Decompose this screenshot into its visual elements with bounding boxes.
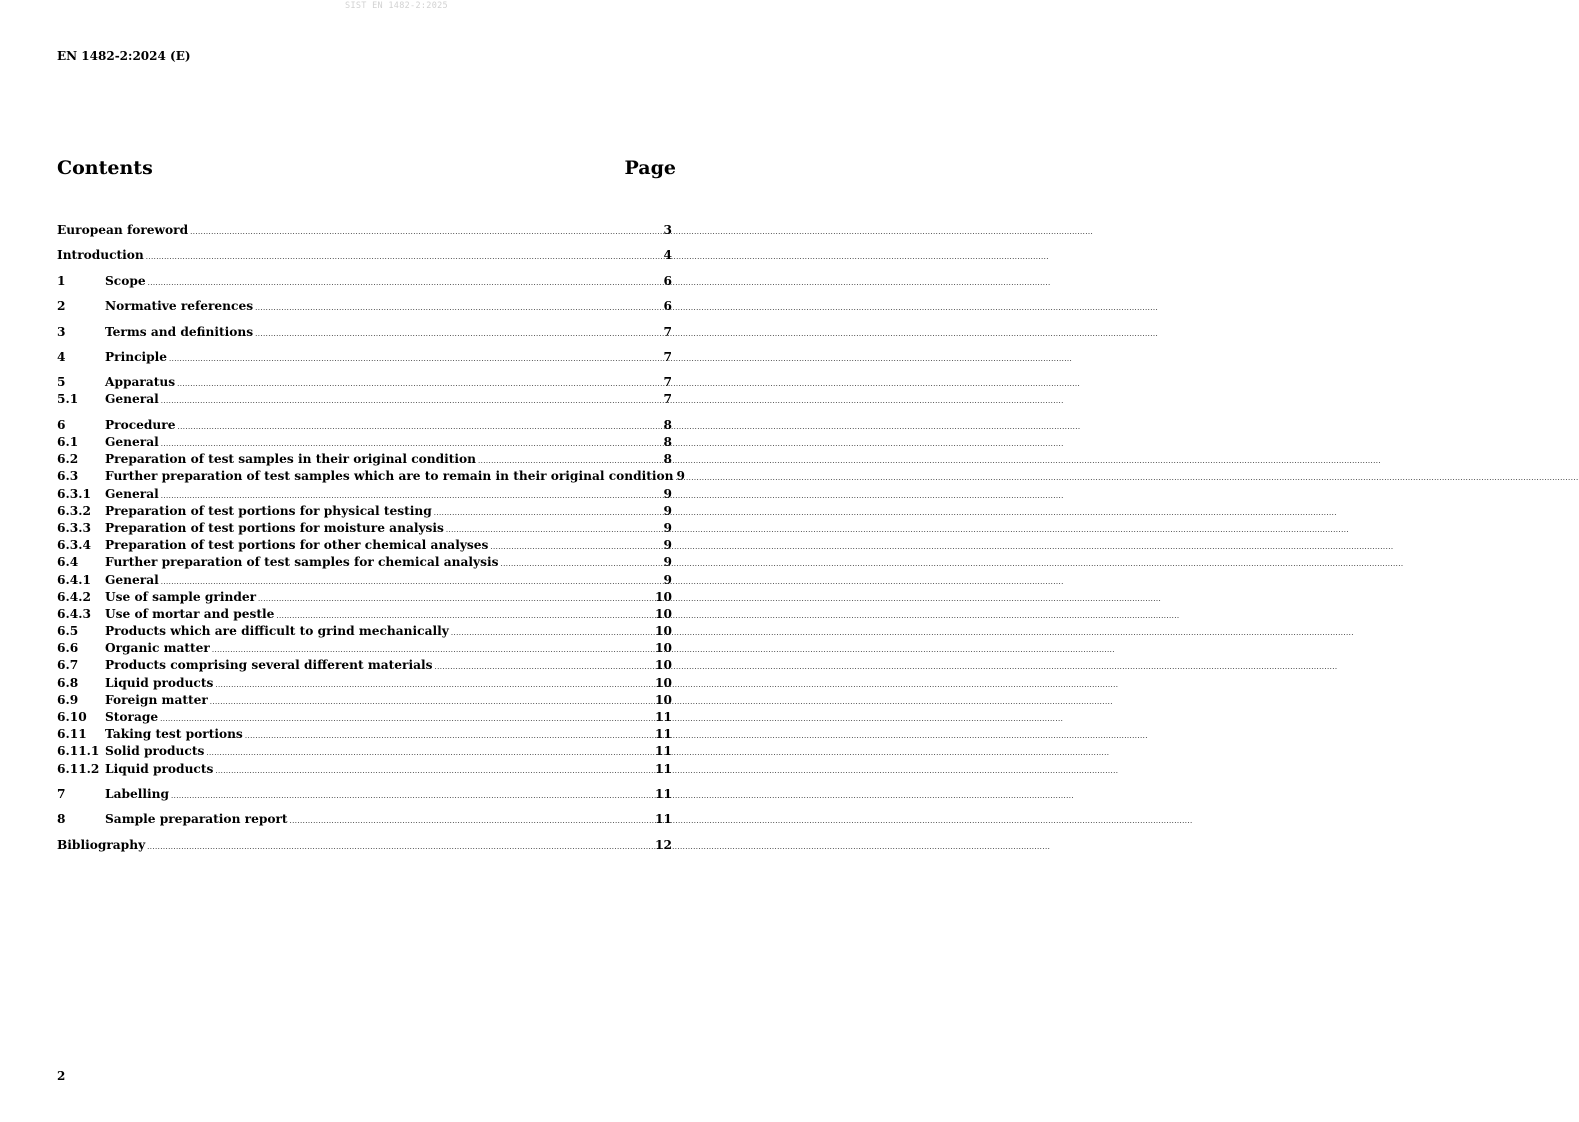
toc-entry-page: 12 bbox=[655, 837, 672, 852]
toc-entry-number: 5.1 bbox=[57, 392, 79, 407]
leader-dots bbox=[146, 249, 663, 266]
toc-entry-number: 6.5 bbox=[57, 624, 79, 639]
document-id: EN 1482-2:2024 (E) bbox=[57, 49, 191, 63]
toc-entry-label: Apparatus bbox=[105, 375, 176, 390]
page-number: 2 bbox=[57, 1069, 66, 1083]
toc-entry-page: 9 bbox=[676, 469, 686, 484]
toc-entry-introduction[interactable] bbox=[57, 247, 672, 264]
toc-entry-6-11-2[interactable] bbox=[57, 761, 672, 778]
leader-dots bbox=[215, 763, 654, 780]
toc-entry-european-foreword[interactable] bbox=[57, 222, 672, 239]
toc-entry-5[interactable] bbox=[57, 374, 672, 391]
toc-entry-number: 6.11.2 bbox=[57, 761, 100, 776]
table-of-contents bbox=[57, 222, 686, 854]
toc-entry-6-3-2[interactable] bbox=[57, 503, 672, 520]
toc-entry-label: Liquid products bbox=[105, 675, 214, 690]
leader-dots bbox=[255, 300, 662, 317]
toc-entry-number: 6.3 bbox=[57, 469, 79, 484]
toc-entry-6-9[interactable] bbox=[57, 692, 672, 709]
toc-entry-page: 10 bbox=[655, 641, 672, 656]
toc-entry-label: Terms and definitions bbox=[105, 324, 254, 339]
toc-entry-page: 10 bbox=[655, 624, 672, 639]
leader-dots bbox=[490, 539, 662, 556]
contents-title: Contents bbox=[57, 157, 153, 179]
toc-entry-label: Taking test portions bbox=[105, 727, 243, 742]
toc-entry-label: Solid products bbox=[105, 744, 205, 759]
toc-entry-number: 6.10 bbox=[57, 710, 87, 724]
toc-entry-6-7[interactable] bbox=[57, 657, 672, 674]
toc-entry-6-4-3[interactable] bbox=[57, 606, 672, 623]
toc-entry-page: 7 bbox=[663, 324, 672, 339]
toc-entry-page: 10 bbox=[655, 675, 672, 690]
toc-entry-6[interactable] bbox=[57, 417, 672, 434]
toc-entry-label: Introduction bbox=[57, 248, 144, 263]
toc-entry-page: 8 bbox=[663, 435, 672, 449]
leader-dots bbox=[177, 419, 662, 436]
toc-entry-page: 8 bbox=[663, 452, 672, 467]
toc-entry-page: 7 bbox=[663, 375, 672, 390]
toc-entry-6-6[interactable] bbox=[57, 640, 672, 657]
leader-dots bbox=[215, 677, 654, 694]
toc-entry-page: 7 bbox=[663, 392, 672, 407]
toc-entry-number: 6.3.4 bbox=[57, 538, 91, 553]
toc-entry-6-4-1[interactable] bbox=[57, 572, 672, 589]
page-column-heading: Page bbox=[624, 157, 676, 179]
toc-entry-page: 9 bbox=[663, 555, 672, 570]
toc-entry-label: Sample preparation report bbox=[105, 812, 288, 827]
toc-entry-number: 3 bbox=[57, 324, 66, 339]
leader-dots bbox=[177, 376, 662, 393]
toc-entry-6-11[interactable] bbox=[57, 726, 672, 743]
toc-entry-label: Procedure bbox=[105, 417, 176, 432]
toc-entry-page: 10 bbox=[655, 658, 672, 673]
toc-entry-label: Bibliography bbox=[57, 837, 146, 852]
toc-entry-label: Storage bbox=[105, 710, 159, 724]
leader-dots bbox=[148, 275, 663, 292]
toc-entry-page: 11 bbox=[655, 786, 672, 801]
toc-entry-page: 8 bbox=[663, 417, 672, 432]
watermark: SIST EN 1482-2:2025 bbox=[345, 1, 448, 11]
toc-entry-number: 6.6 bbox=[57, 641, 79, 656]
toc-entry-label: Use of mortar and pestle bbox=[105, 606, 275, 621]
toc-entry-number: 6.3.3 bbox=[57, 520, 91, 535]
toc-entry-label: Preparation of test samples in their original condition bbox=[105, 452, 477, 467]
toc-entry-bibliography[interactable] bbox=[57, 837, 672, 854]
toc-entry-6-8[interactable] bbox=[57, 675, 672, 692]
toc-entry-6-2[interactable] bbox=[57, 451, 672, 468]
toc-entry-number: 6.1 bbox=[57, 435, 79, 449]
toc-entry-label: Liquid products bbox=[105, 761, 214, 776]
contents-header bbox=[57, 157, 676, 179]
toc-entry-page: 11 bbox=[655, 812, 672, 827]
toc-entry-page: 3 bbox=[663, 223, 672, 237]
toc-entry-6-4-2[interactable] bbox=[57, 589, 672, 606]
leader-dots bbox=[255, 326, 662, 343]
toc-entry-number: 6.4 bbox=[57, 555, 79, 570]
leader-dots bbox=[147, 839, 654, 856]
toc-entry-label: Scope bbox=[105, 273, 146, 288]
toc-entry-page: 11 bbox=[655, 710, 672, 724]
toc-entry-label: General bbox=[105, 435, 159, 449]
leader-dots bbox=[258, 591, 654, 608]
toc-entry-6-3[interactable] bbox=[57, 468, 686, 485]
toc-entry-label: European foreword bbox=[57, 223, 189, 237]
toc-entry-page: 6 bbox=[663, 299, 672, 314]
leader-dots bbox=[434, 505, 663, 522]
toc-entry-label: Principle bbox=[105, 349, 168, 364]
toc-entry-number: 5 bbox=[57, 375, 66, 390]
toc-entry-label: General bbox=[105, 572, 159, 587]
toc-entry-page: 11 bbox=[655, 761, 672, 776]
leader-dots bbox=[161, 393, 663, 410]
toc-entry-6-3-4[interactable] bbox=[57, 537, 672, 554]
toc-entry-number: 7 bbox=[57, 786, 66, 801]
toc-entry-number: 6.7 bbox=[57, 658, 79, 673]
toc-entry-page: 10 bbox=[655, 589, 672, 604]
toc-entry-label: Preparation of test portions for other chemical analyses bbox=[105, 538, 489, 553]
toc-entry-number: 6.3.1 bbox=[57, 486, 91, 501]
toc-entry-number: 6.11.1 bbox=[57, 744, 100, 759]
toc-entry-number: 2 bbox=[57, 299, 66, 314]
leader-dots bbox=[206, 745, 654, 762]
toc-entry-label: Foreign matter bbox=[105, 692, 208, 707]
toc-entry-2[interactable] bbox=[57, 298, 672, 315]
toc-entry-number: 6.4.2 bbox=[57, 589, 91, 604]
toc-entry-6-11-1[interactable] bbox=[57, 743, 672, 760]
leader-dots bbox=[451, 625, 654, 642]
leader-dots bbox=[190, 224, 662, 241]
toc-entry-label: Preparation of test portions for physical testing bbox=[105, 503, 432, 518]
toc-entry-number: 6.8 bbox=[57, 675, 79, 690]
toc-entry-label: Normative references bbox=[105, 299, 254, 314]
toc-entry-number: 6.3.2 bbox=[57, 503, 91, 518]
toc-entry-6-3-3[interactable] bbox=[57, 520, 672, 537]
toc-entry-page: 7 bbox=[663, 349, 672, 364]
toc-entry-6-3-1[interactable] bbox=[57, 486, 672, 503]
toc-entry-label: Products comprising several different materials bbox=[105, 658, 433, 673]
toc-entry-page: 9 bbox=[663, 538, 672, 553]
toc-entry-6-1[interactable] bbox=[57, 434, 672, 451]
toc-entry-page: 10 bbox=[655, 606, 672, 621]
toc-entry-5-1[interactable] bbox=[57, 391, 672, 408]
leader-dots bbox=[434, 659, 654, 676]
toc-entry-6-10[interactable] bbox=[57, 709, 672, 726]
toc-entry-page: 11 bbox=[655, 727, 672, 742]
toc-entry-number: 6.4.3 bbox=[57, 606, 91, 621]
toc-entry-8[interactable] bbox=[57, 811, 672, 828]
toc-entry-page: 9 bbox=[663, 572, 672, 587]
toc-entry-number: 6.4.1 bbox=[57, 572, 91, 587]
toc-entry-label: Preparation of test portions for moisture analysis bbox=[105, 520, 444, 535]
leader-dots bbox=[169, 351, 662, 368]
toc-entry-label: General bbox=[105, 392, 159, 407]
toc-entry-number: 6.2 bbox=[57, 452, 79, 467]
toc-entry-6-4[interactable] bbox=[57, 554, 672, 571]
toc-entry-label: Labelling bbox=[105, 786, 170, 801]
leader-dots bbox=[171, 788, 654, 805]
toc-entry-label: Use of sample grinder bbox=[105, 589, 257, 604]
toc-entry-3[interactable] bbox=[57, 324, 672, 341]
toc-entry-number: 1 bbox=[57, 273, 66, 288]
leader-dots bbox=[290, 813, 654, 830]
leader-dots bbox=[500, 556, 662, 573]
toc-entry-label: Further preparation of test samples which are to remain in their original condition bbox=[105, 469, 674, 484]
toc-entry-7[interactable] bbox=[57, 786, 672, 803]
toc-entry-number: 6.11 bbox=[57, 727, 87, 742]
toc-entry-number: 6.9 bbox=[57, 692, 79, 707]
toc-entry-page: 4 bbox=[663, 248, 672, 263]
toc-entry-page: 9 bbox=[663, 520, 672, 535]
toc-entry-1[interactable] bbox=[57, 273, 672, 290]
toc-entry-label: Further preparation of test samples for chemical analysis bbox=[105, 555, 499, 570]
toc-entry-label: Organic matter bbox=[105, 641, 210, 656]
toc-entry-number: 4 bbox=[57, 349, 66, 364]
leader-dots bbox=[245, 728, 654, 745]
toc-entry-page: 6 bbox=[663, 273, 672, 288]
toc-entry-label: Products which are difficult to grind mechanically bbox=[105, 624, 449, 639]
toc-entry-label: General bbox=[105, 486, 159, 501]
leader-dots bbox=[210, 694, 654, 711]
toc-entry-page: 9 bbox=[663, 486, 672, 501]
toc-entry-number: 6 bbox=[57, 417, 66, 432]
toc-entry-number: 8 bbox=[57, 812, 66, 827]
toc-entry-4[interactable] bbox=[57, 349, 672, 366]
toc-entry-page: 10 bbox=[655, 692, 672, 707]
toc-entry-page: 11 bbox=[655, 744, 672, 759]
toc-entry-page: 9 bbox=[663, 503, 672, 518]
toc-entry-6-5[interactable] bbox=[57, 623, 672, 640]
